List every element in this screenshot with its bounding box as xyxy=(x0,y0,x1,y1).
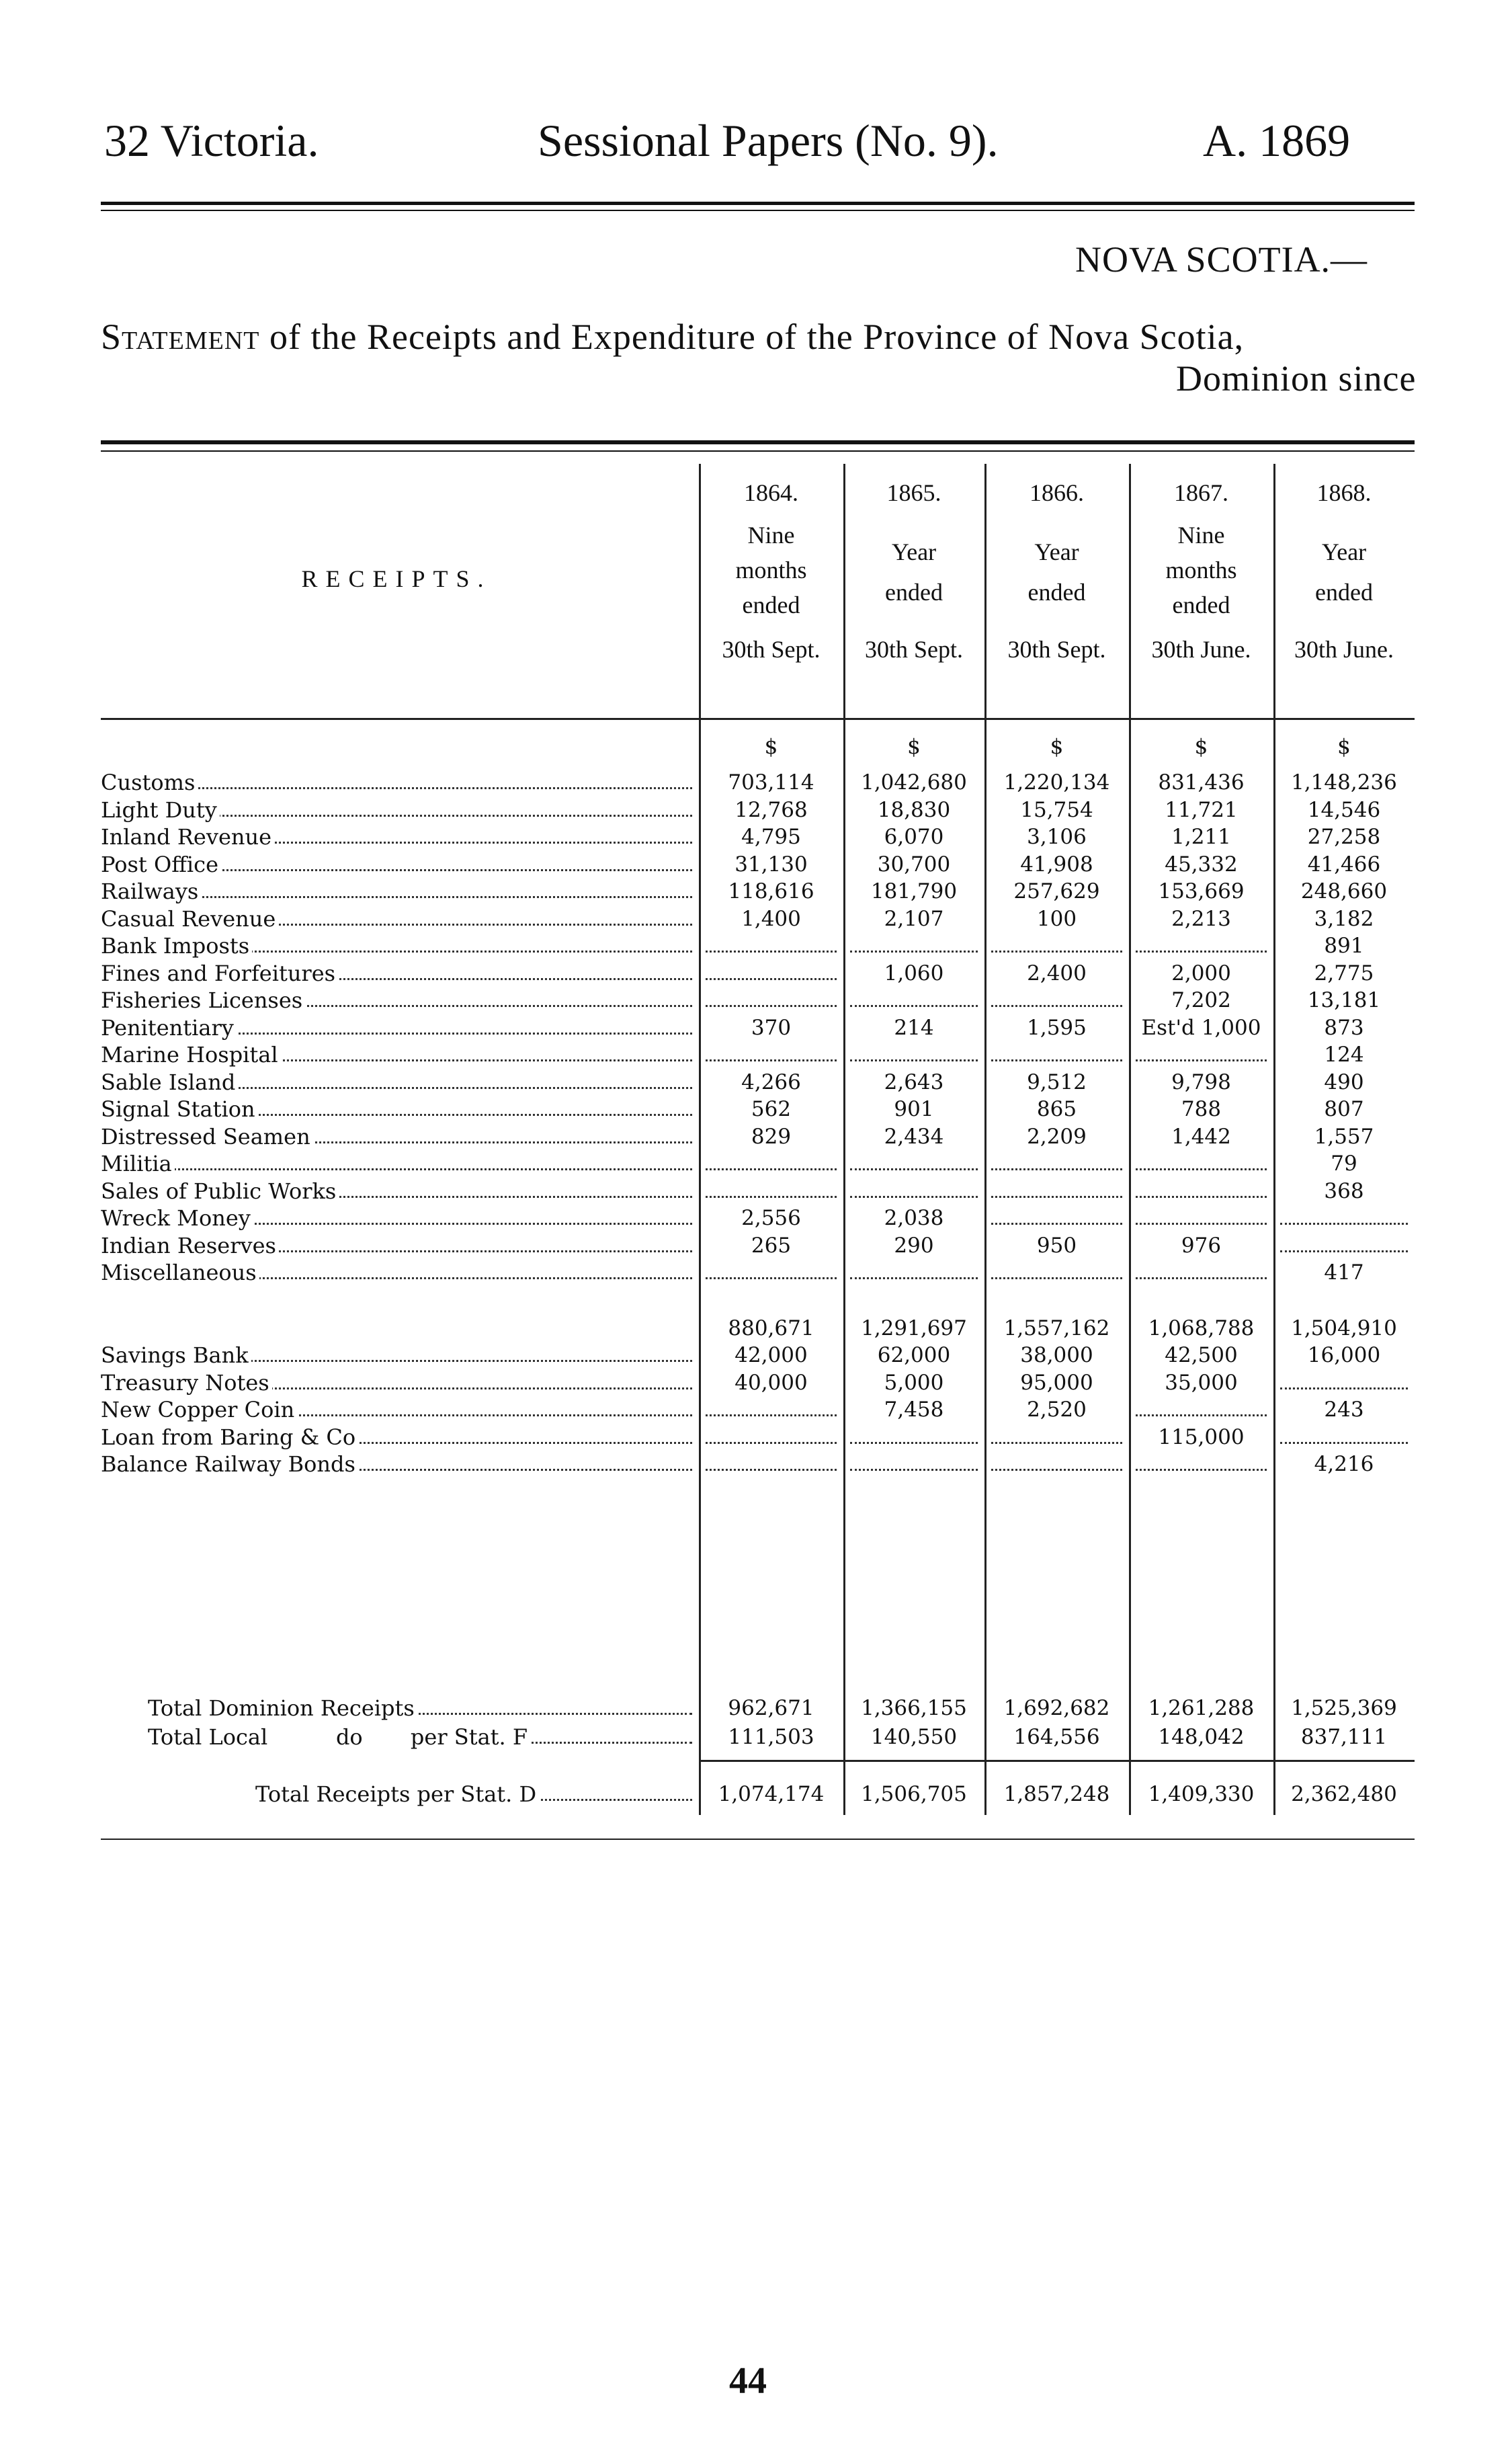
table-cell: 257,629 xyxy=(1013,879,1100,903)
table-cell: 2,520 xyxy=(1027,1398,1087,1422)
table-cell xyxy=(991,1423,1122,1444)
table-cell: 35,000 xyxy=(1165,1370,1238,1395)
table-cell xyxy=(850,986,978,1007)
total-cell: 1,261,288 xyxy=(1148,1696,1255,1720)
statement-line-1 xyxy=(101,316,1244,358)
table-cell: 829 xyxy=(751,1124,792,1149)
total-label xyxy=(148,1694,417,1722)
table-cell: 1,400 xyxy=(741,906,801,931)
table-cell: 5,000 xyxy=(884,1370,944,1395)
total-cell: 111,503 xyxy=(728,1725,814,1749)
row-label xyxy=(101,1258,259,1287)
row-label-text: Distressed Seamen xyxy=(101,1124,313,1149)
column-heading-line: Nine xyxy=(747,522,795,549)
row-label xyxy=(101,1423,358,1451)
row-label xyxy=(101,1095,258,1123)
subtotal-cell: 880,671 xyxy=(728,1316,814,1340)
table-cell: 13,181 xyxy=(1307,988,1381,1012)
row-label xyxy=(101,768,198,797)
column-year: 1867. xyxy=(1174,479,1228,506)
table-cell xyxy=(1136,1149,1267,1170)
table-cell: 2,643 xyxy=(884,1070,944,1094)
column-heading-line: ended xyxy=(885,579,943,606)
table-cell: 2,000 xyxy=(1171,961,1231,985)
row-label-text: Marine Hospital xyxy=(101,1042,281,1067)
subtotal-cell: 1,068,788 xyxy=(1148,1316,1255,1340)
row-label xyxy=(101,1041,281,1069)
grand-total-cell: 2,362,480 xyxy=(1291,1782,1397,1806)
row-label-text: Sable Island xyxy=(101,1070,238,1095)
row-label xyxy=(101,1396,297,1424)
row-label xyxy=(101,1149,175,1178)
row-label-text: Militia xyxy=(101,1151,175,1176)
header-left: 32 Victoria. xyxy=(104,115,319,166)
row-label xyxy=(101,932,252,960)
table-cell: 2,400 xyxy=(1027,961,1087,985)
table-cell: 40,000 xyxy=(734,1370,808,1395)
table-top-rule xyxy=(101,440,1415,444)
table-cell: 2,556 xyxy=(741,1206,801,1230)
currency-symbol: $ xyxy=(764,735,778,759)
table-cell: 95,000 xyxy=(1020,1370,1093,1395)
table-cell: 290 xyxy=(894,1233,934,1258)
row-label-text: Sales of Public Works xyxy=(101,1178,339,1204)
column-heading-line: 30th Sept. xyxy=(864,636,963,663)
table-cell: 41,908 xyxy=(1020,852,1093,877)
table-cell: 62,000 xyxy=(877,1343,951,1367)
leader-dots xyxy=(101,1149,692,1170)
table-cell: 4,266 xyxy=(741,1070,801,1094)
header-rule-top xyxy=(101,202,1415,205)
table-cell xyxy=(706,959,837,980)
row-label-text: Savings Bank xyxy=(101,1342,251,1368)
row-label xyxy=(101,1204,253,1232)
row-label xyxy=(101,1232,279,1260)
total-label xyxy=(148,1723,530,1751)
table-cell: 27,258 xyxy=(1307,825,1381,849)
table-cell: 214 xyxy=(894,1015,934,1040)
table-cell: 115,000 xyxy=(1158,1424,1245,1449)
table-cell xyxy=(1136,1450,1267,1471)
table-cell xyxy=(706,1450,837,1471)
table-cell: 42,000 xyxy=(734,1343,808,1367)
table-cell xyxy=(850,932,978,953)
table-cell xyxy=(850,1041,978,1061)
table-cell xyxy=(1136,1177,1267,1198)
table-cell: 807 xyxy=(1324,1097,1364,1121)
table-cell xyxy=(991,1177,1122,1198)
table-bottom-rule xyxy=(101,1839,1415,1840)
table-cell: 891 xyxy=(1324,934,1364,958)
row-label-text: Loan from Baring & Co xyxy=(101,1424,358,1450)
table-cell: 1,220,134 xyxy=(1003,770,1110,795)
row-label-text: Inland Revenue xyxy=(101,824,274,850)
currency-symbol: $ xyxy=(907,735,921,759)
row-label xyxy=(101,1177,339,1205)
table-cell xyxy=(991,1258,1122,1279)
table-cell: 976 xyxy=(1181,1233,1222,1258)
table-cell: 42,500 xyxy=(1165,1343,1238,1367)
table-cell: 248,660 xyxy=(1300,879,1388,903)
table-cell: 3,182 xyxy=(1314,906,1374,931)
column-year: 1868. xyxy=(1316,479,1372,506)
table-cell xyxy=(850,1177,978,1198)
currency-symbol: $ xyxy=(1337,735,1351,759)
column-year: 1864. xyxy=(744,479,798,506)
row-label-text: Bank Imposts xyxy=(101,933,252,959)
table-cell xyxy=(1280,1423,1408,1444)
grand-total-cell: 1,074,174 xyxy=(718,1782,825,1806)
table-cell: 873 xyxy=(1324,1015,1364,1040)
row-label-text: Signal Station xyxy=(101,1096,258,1122)
column-heading-line: ended xyxy=(1027,579,1086,606)
table-cell: 30,700 xyxy=(877,852,951,877)
subtotal-cell: 1,291,697 xyxy=(861,1316,967,1340)
table-cell xyxy=(991,1450,1122,1471)
table-cell: 11,721 xyxy=(1165,797,1238,822)
table-cell xyxy=(1136,1041,1267,1061)
total-cell: 1,525,369 xyxy=(1291,1696,1397,1720)
column-heading-line: Year xyxy=(1034,538,1079,565)
table-cell xyxy=(706,1396,837,1416)
header-right: A. 1869 xyxy=(1203,115,1351,166)
table-cell: Est'd 1,000 xyxy=(1141,1015,1261,1040)
grand-total-rule xyxy=(699,1760,1415,1762)
header-center: Sessional Papers (No. 9). xyxy=(538,115,999,166)
table-cell xyxy=(1280,1232,1408,1252)
row-label xyxy=(101,959,338,987)
row-label xyxy=(101,1068,238,1096)
column-heading-line: 30th Sept. xyxy=(722,636,821,663)
column-heading-line: Year xyxy=(1321,538,1367,565)
table-cell: 118,616 xyxy=(728,879,814,903)
table-cell: 950 xyxy=(1036,1233,1077,1258)
column-heading-line: Nine xyxy=(1177,522,1225,549)
table-cell: 41,466 xyxy=(1307,852,1381,877)
statement-line-2: Dominion since xyxy=(1176,358,1417,399)
grand-total-cell: 1,857,248 xyxy=(1003,1782,1110,1806)
table-cell: 788 xyxy=(1181,1097,1222,1121)
row-label xyxy=(101,1014,237,1042)
row-label-text: Miscellaneous xyxy=(101,1260,259,1285)
statement-rest: of the Receipts and Expenditure of the Province of Nova Scotia, xyxy=(259,317,1245,357)
row-label-text: Indian Reserves xyxy=(101,1233,279,1258)
table-cell: 7,458 xyxy=(884,1398,944,1422)
table-cell: 9,512 xyxy=(1027,1070,1087,1094)
row-label xyxy=(101,823,274,851)
row-label-text: Fines and Forfeitures xyxy=(101,961,338,986)
table-cell: 38,000 xyxy=(1020,1343,1093,1367)
table-cell xyxy=(706,1149,837,1170)
currency-symbol: $ xyxy=(1194,735,1208,759)
total-cell: 962,671 xyxy=(728,1696,814,1720)
table-cell xyxy=(1136,1396,1267,1416)
table-cell xyxy=(706,932,837,953)
row-label xyxy=(101,877,201,905)
statement-first-word: Statement xyxy=(101,317,260,357)
table-cell: 2,209 xyxy=(1027,1124,1087,1149)
column-year: 1865. xyxy=(886,479,941,506)
header-bottom-rule xyxy=(101,718,1415,720)
grand-total-cell: 1,506,705 xyxy=(861,1782,967,1806)
row-label xyxy=(101,850,221,879)
table-cell xyxy=(850,1149,978,1170)
table-cell: 1,060 xyxy=(884,961,944,985)
table-cell xyxy=(706,1258,837,1279)
row-label-text: Railways xyxy=(101,879,201,904)
table-top-rule-thin xyxy=(101,450,1415,452)
table-cell: 368 xyxy=(1324,1178,1364,1203)
grand-total-label-text: Total Receipts per Stat. D xyxy=(255,1781,539,1807)
table-cell: 14,546 xyxy=(1307,797,1381,822)
table-cell: 1,042,680 xyxy=(861,770,967,795)
grand-total-cell: 1,409,330 xyxy=(1148,1782,1255,1806)
table-cell: 1,557 xyxy=(1314,1124,1374,1149)
table-cell: 2,775 xyxy=(1314,961,1374,985)
table-cell: 16,000 xyxy=(1307,1343,1381,1367)
subtotal-cell: 1,504,910 xyxy=(1291,1316,1397,1340)
table-cell: 45,332 xyxy=(1165,852,1238,877)
page-number: 44 xyxy=(729,2360,767,2402)
table-cell xyxy=(991,932,1122,953)
table-cell: 4,795 xyxy=(741,825,801,849)
table-cell xyxy=(706,1041,837,1061)
table-cell: 370 xyxy=(751,1015,792,1040)
table-cell: 3,106 xyxy=(1027,825,1087,849)
table-cell xyxy=(706,1423,837,1444)
table-cell xyxy=(850,1450,978,1471)
table-cell: 18,830 xyxy=(877,797,951,822)
table-cell: 831,436 xyxy=(1158,770,1245,795)
table-cell xyxy=(1280,1369,1408,1389)
table-cell: 265 xyxy=(751,1233,792,1258)
row-label-text: Treasury Notes xyxy=(101,1370,272,1396)
total-label-text: Total Dominion Receipts xyxy=(148,1695,417,1721)
table-cell xyxy=(850,1258,978,1279)
table-cell: 243 xyxy=(1324,1398,1364,1422)
row-label-text: Penitentiary xyxy=(101,1015,237,1041)
column-heading-line: 30th Sept. xyxy=(1007,636,1106,663)
table-cell xyxy=(1280,1204,1408,1225)
row-label-text: Customs xyxy=(101,770,198,795)
table-cell: 6,070 xyxy=(884,825,944,849)
table-cell: 2,038 xyxy=(884,1206,944,1230)
row-label xyxy=(101,1123,313,1151)
subtotal-cell: 1,557,162 xyxy=(1003,1316,1110,1340)
table-cell xyxy=(706,986,837,1007)
receipts-heading: RECEIPTS. xyxy=(301,565,492,592)
table-cell xyxy=(1136,1204,1267,1225)
column-heading-line: ended xyxy=(742,592,800,618)
table-cell: 865 xyxy=(1036,1097,1077,1121)
table-cell: 1,211 xyxy=(1171,825,1231,849)
table-cell: 181,790 xyxy=(870,879,958,903)
row-label-text: Light Duty xyxy=(101,797,220,823)
table-cell xyxy=(1136,1258,1267,1279)
table-cell xyxy=(991,986,1122,1007)
column-heading-line: months xyxy=(735,557,807,583)
row-label-text: New Copper Coin xyxy=(101,1397,297,1422)
table-cell: 2,213 xyxy=(1171,906,1231,931)
table-cell: 9,798 xyxy=(1171,1070,1231,1094)
row-label xyxy=(101,1450,358,1478)
grand-total-label xyxy=(255,1780,539,1808)
row-label-text: Fisheries Licenses xyxy=(101,987,305,1013)
table-cell xyxy=(706,1177,837,1198)
row-label xyxy=(101,1341,251,1369)
table-cell: 901 xyxy=(894,1097,934,1121)
table-cell: 79 xyxy=(1331,1152,1357,1176)
row-label xyxy=(101,905,278,933)
table-cell xyxy=(850,1423,978,1444)
row-label xyxy=(101,986,305,1014)
table-cell xyxy=(991,1204,1122,1225)
table-cell: 1,442 xyxy=(1171,1124,1231,1149)
header-rule-bottom xyxy=(101,210,1415,211)
table-cell: 417 xyxy=(1324,1260,1364,1285)
table-cell: 562 xyxy=(751,1097,792,1121)
currency-symbol: $ xyxy=(1050,735,1064,759)
section-title: NOVA SCOTIA.— xyxy=(1075,239,1368,280)
row-label xyxy=(101,796,220,824)
table-cell: 1,148,236 xyxy=(1291,770,1397,795)
table-cell: 153,669 xyxy=(1158,879,1245,903)
table-cell: 703,114 xyxy=(728,770,814,795)
table-cell xyxy=(991,1149,1122,1170)
total-cell: 148,042 xyxy=(1158,1725,1245,1749)
total-cell: 1,692,682 xyxy=(1003,1696,1110,1720)
table-cell: 1,595 xyxy=(1027,1015,1087,1040)
row-label-text: Wreck Money xyxy=(101,1205,253,1231)
table-cell: 490 xyxy=(1324,1070,1364,1094)
column-heading-line: Year xyxy=(891,538,937,565)
table-cell xyxy=(991,1041,1122,1061)
table-cell: 124 xyxy=(1324,1043,1364,1067)
column-heading-line: ended xyxy=(1172,592,1230,618)
column-year: 1866. xyxy=(1030,479,1084,506)
column-heading-line: ended xyxy=(1315,579,1373,606)
table-cell: 12,768 xyxy=(734,797,808,822)
total-cell: 1,366,155 xyxy=(861,1696,967,1720)
table-cell: 2,107 xyxy=(884,906,944,931)
table-cell: 100 xyxy=(1036,906,1077,931)
table-cell xyxy=(1136,932,1267,953)
row-label-text: Casual Revenue xyxy=(101,906,278,932)
row-label xyxy=(101,1369,272,1397)
row-label-text: Balance Railway Bonds xyxy=(101,1451,358,1477)
table-cell: 31,130 xyxy=(734,852,808,877)
column-heading-line: months xyxy=(1165,557,1237,583)
column-heading-line: 30th June. xyxy=(1294,636,1394,663)
table-cell: 2,434 xyxy=(884,1124,944,1149)
row-label-text: Post Office xyxy=(101,852,221,877)
table-cell: 7,202 xyxy=(1171,988,1231,1012)
table-cell: 4,216 xyxy=(1314,1452,1374,1476)
column-heading-line: 30th June. xyxy=(1151,636,1251,663)
total-cell: 837,111 xyxy=(1300,1725,1388,1749)
table-cell: 15,754 xyxy=(1020,797,1093,822)
total-cell: 164,556 xyxy=(1013,1725,1100,1749)
total-label-text: Total Local do per Stat. F xyxy=(148,1724,530,1750)
total-cell: 140,550 xyxy=(870,1725,958,1749)
